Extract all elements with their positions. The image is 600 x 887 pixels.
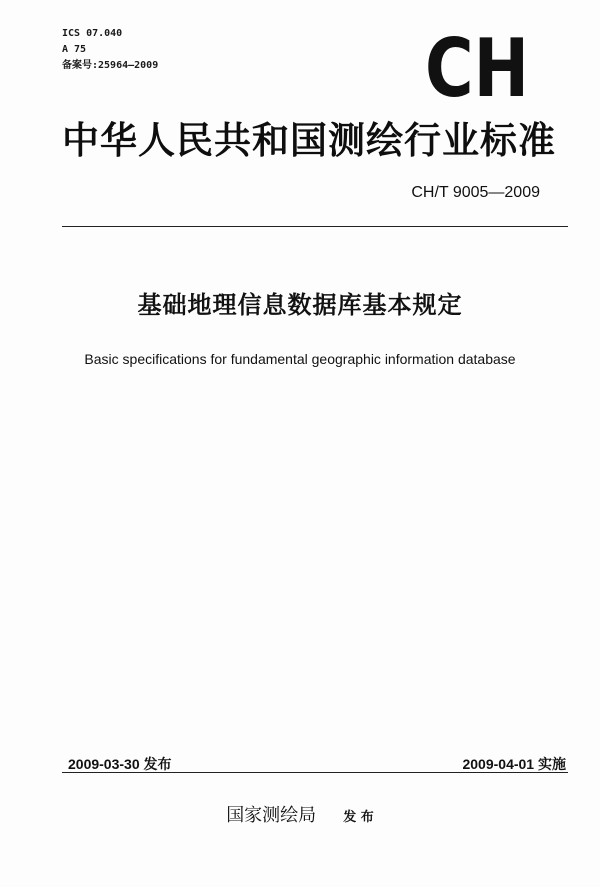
standard-category-title: 中华人民共和国测绘行业标准 [62, 119, 556, 162]
document-title-chinese: 基础地理信息数据库基本规定 [137, 291, 463, 319]
issuing-action: 发 布 [343, 810, 374, 825]
implementation-date: 2009-04-01 实施 [462, 756, 566, 772]
classification-code: A 75 [62, 44, 87, 55]
record-number: 备案号:25964—2009 [62, 60, 159, 71]
header-divider [62, 226, 568, 227]
ch-logo [425, 22, 530, 115]
classification-block [62, 26, 158, 74]
issuing-organization: 国家测绘局 [226, 805, 317, 826]
document-title-english: Basic specifications for fundamental geographic information database [84, 351, 516, 367]
issuer-line [0, 801, 600, 827]
footer-divider [62, 772, 568, 773]
ch-logo-text: CH [425, 22, 529, 115]
ics-code: ICS 07.040 [62, 28, 123, 39]
issue-date: 2009-03-30 发布 [68, 756, 172, 772]
standard-code: CH/T 9005—2009 [411, 184, 540, 201]
